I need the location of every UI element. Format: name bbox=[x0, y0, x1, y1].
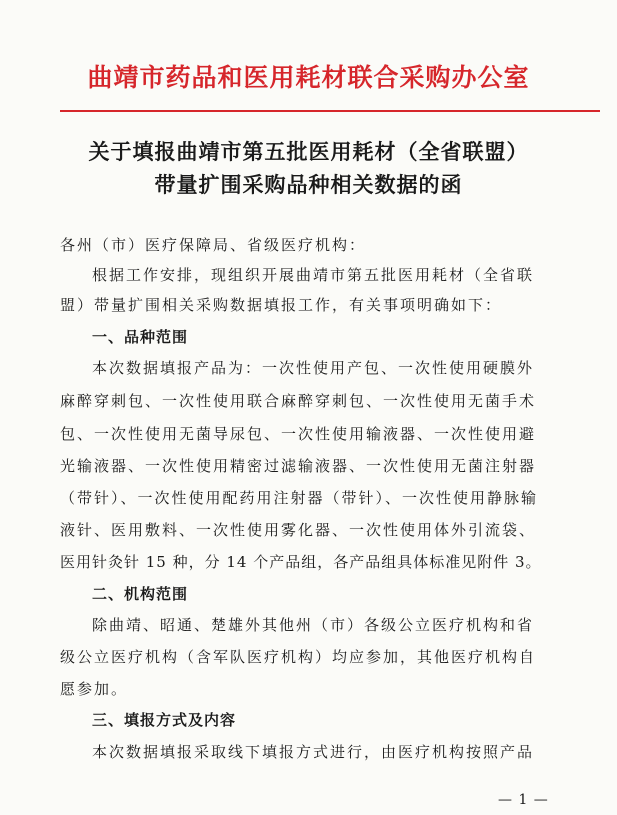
body-line: 愿参加。 bbox=[60, 680, 129, 698]
body-line: 除曲靖、昭通、楚雄外其他州（市）各级公立医疗机构和省 bbox=[92, 616, 535, 634]
intro-line: 盟）带量扩围相关采购数据填报工作，有关事项明确如下： bbox=[60, 296, 503, 314]
body-line: 医用针灸针 15 种，分 14 个产品组，各产品组具体标准见附件 3。 bbox=[60, 553, 542, 571]
header-red-rule bbox=[60, 110, 600, 112]
document-title-line-2: 带量扩围采购品种相关数据的函 bbox=[154, 172, 463, 197]
body-line: 本次数据填报产品为：一次性使用产包、一次性使用硬膜外 bbox=[92, 359, 535, 377]
intro-line: 根据工作安排，现组织开展曲靖市第五批医用耗材（全省联 bbox=[92, 266, 535, 284]
page-number: — 1 — bbox=[498, 792, 549, 808]
section-heading-varieties: 一、品种范围 bbox=[92, 328, 189, 346]
organization-header: 曲靖市药品和医用耗材联合采购办公室 bbox=[87, 63, 530, 92]
document-title-line-1: 关于填报曲靖市第五批医用耗材（全省联盟） bbox=[88, 139, 529, 164]
body-line: 麻醉穿刺包、一次性使用联合麻醉穿刺包、一次性使用无菌手术 bbox=[60, 392, 537, 410]
body-line: 光输液器、一次性使用精密过滤输液器、一次性使用无菌注射器 bbox=[60, 457, 537, 475]
body-line: （带针）、一次性使用配药用注射器（带针）、一次性使用静脉输 bbox=[60, 489, 539, 507]
body-line: 级公立医疗机构（含军队医疗机构）均应参加，其他医疗机构自 bbox=[60, 648, 537, 666]
body-line: 液针、医用敷料、一次性使用雾化器、一次性使用体外引流袋、 bbox=[60, 521, 537, 539]
section-heading-method: 三、填报方式及内容 bbox=[92, 711, 237, 729]
body-line: 包、一次性使用无菌导尿包、一次性使用输液器、一次性使用避 bbox=[60, 425, 537, 443]
salutation: 各州（市）医疗保障局、省级医疗机构： bbox=[60, 236, 367, 254]
section-heading-institutions: 二、机构范围 bbox=[92, 585, 189, 603]
body-line: 本次数据填报采取线下填报方式进行，由医疗机构按照产品 bbox=[92, 743, 535, 761]
